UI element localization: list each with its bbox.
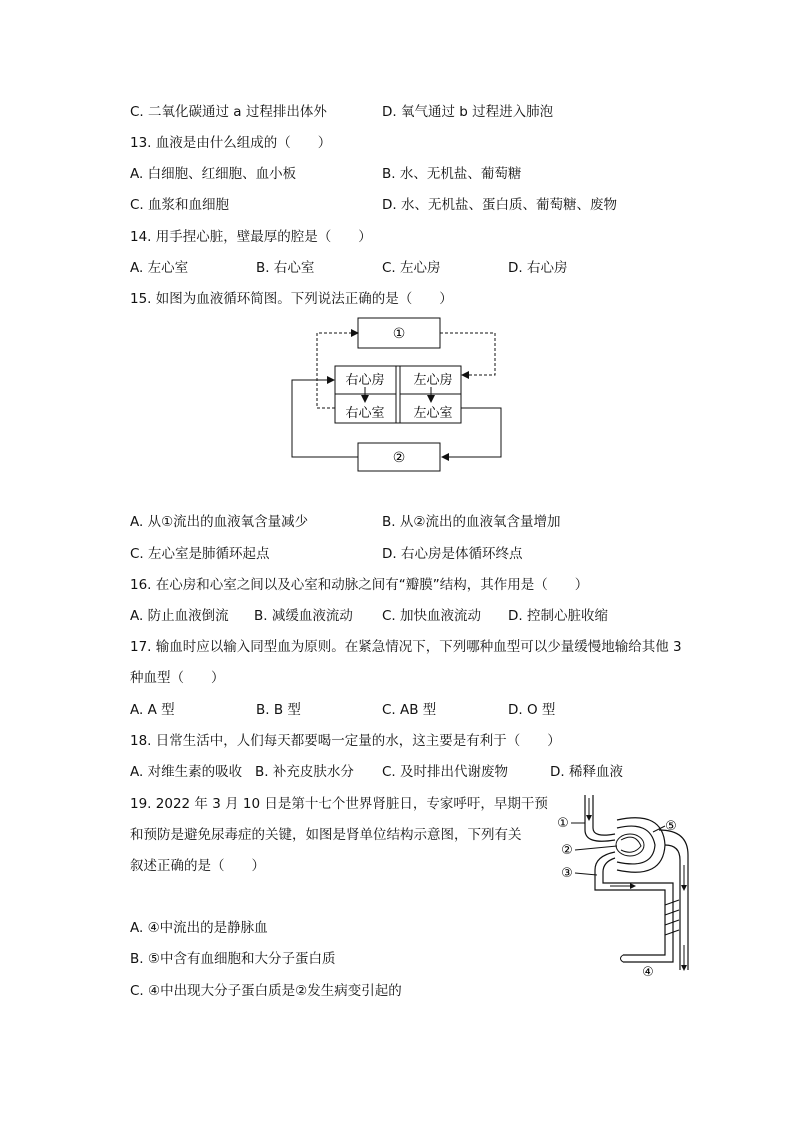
q15-option-a: A. 从①流出的血液氧含量减少 bbox=[130, 514, 309, 530]
q17-option-b: B. B 型 bbox=[256, 702, 301, 718]
right-ventricle-label: 右心室 bbox=[345, 406, 385, 421]
q18-option-d: D. 稀释血液 bbox=[550, 764, 623, 780]
q16-option-d: D. 控制心脏收缩 bbox=[508, 608, 608, 624]
box-2-label: ② bbox=[392, 450, 406, 466]
nephron-label-1: ① bbox=[557, 816, 569, 831]
q19-stem-line-2: 和预防是避免尿毒症的关键，如图是肾单位结构示意图，下列有关 bbox=[130, 827, 522, 843]
q13-option-a: A. 白细胞、红细胞、血小板 bbox=[130, 166, 297, 182]
right-atrium-label: 右心房 bbox=[345, 373, 385, 388]
q13-option-b: B. 水、无机盐、葡萄糖 bbox=[382, 166, 522, 182]
q15-option-d: D. 右心房是体循环终点 bbox=[382, 546, 523, 562]
q13-stem: 13. 血液是由什么组成的（ ） bbox=[130, 135, 332, 151]
nephron-label-3: ③ bbox=[561, 866, 573, 881]
blood-circulation-diagram bbox=[285, 315, 510, 475]
q19-option-c: C. ④中出现大分子蛋白质是②发生病变引起的 bbox=[130, 983, 402, 999]
q16-option-b: B. 减缓血液流动 bbox=[254, 608, 353, 624]
left-ventricle-label: 左心室 bbox=[413, 406, 453, 421]
q14-option-c: C. 左心房 bbox=[382, 260, 441, 276]
q14-stem: 14. 用手捏心脏，壁最厚的腔是（ ） bbox=[130, 229, 372, 245]
q16-option-a: A. 防止血液倒流 bbox=[130, 608, 229, 624]
q19-option-b: B. ⑤中含有血细胞和大分子蛋白质 bbox=[130, 951, 336, 967]
q13-option-d: D. 水、无机盐、蛋白质、葡萄糖、废物 bbox=[382, 197, 617, 213]
q17-option-d: D. O 型 bbox=[508, 702, 556, 718]
q15-stem: 15. 如图为血液循环简图。下列说法正确的是（ ） bbox=[130, 291, 453, 307]
q19-stem-line-3: 叙述正确的是（ ） bbox=[130, 858, 265, 874]
q19-stem-line-1: 19. 2022 年 3 月 10 日是第十七个世界肾脏日，专家呼吁，早期干预 bbox=[130, 796, 548, 812]
q17-stem-line-2: 种血型（ ） bbox=[130, 670, 225, 686]
q18-option-b: B. 补充皮肤水分 bbox=[255, 764, 354, 780]
q18-stem: 18. 日常生活中，人们每天都要喝一定量的水，这主要是有利于（ ） bbox=[130, 733, 561, 749]
nephron-label-5: ⑤ bbox=[665, 819, 677, 834]
q17-option-a: A. A 型 bbox=[130, 702, 175, 718]
nephron-label-4: ④ bbox=[642, 965, 654, 980]
q14-option-a: A. 左心室 bbox=[130, 260, 189, 276]
q17-stem-line-1: 17. 输血时应以输入同型血为原则。在紧急情况下，下列哪种血型可以少量缓慢地输给其他 3 bbox=[130, 639, 682, 655]
q18-option-a: A. 对维生素的吸收 bbox=[130, 764, 243, 780]
q14-option-b: B. 右心室 bbox=[256, 260, 315, 276]
q15-option-b: B. 从②流出的血液氧含量增加 bbox=[382, 514, 561, 530]
box-1-label: ① bbox=[392, 326, 406, 342]
q12-option-d: D. 氧气通过 b 过程进入肺泡 bbox=[382, 104, 554, 120]
nephron-diagram bbox=[555, 790, 705, 980]
nephron-label-2: ② bbox=[561, 843, 573, 858]
q14-option-d: D. 右心房 bbox=[508, 260, 568, 276]
q18-option-c: C. 及时排出代谢废物 bbox=[382, 764, 509, 780]
q15-option-c: C. 左心室是肺循环起点 bbox=[130, 546, 270, 562]
q13-option-c: C. 血浆和血细胞 bbox=[130, 197, 230, 213]
q16-stem: 16. 在心房和心室之间以及心室和动脉之间有“瓣膜”结构，其作用是（ ） bbox=[130, 577, 589, 593]
q16-option-c: C. 加快血液流动 bbox=[382, 608, 482, 624]
q19-option-a: A. ④中流出的是静脉血 bbox=[130, 920, 268, 936]
left-atrium-label: 左心房 bbox=[413, 373, 453, 388]
q17-option-c: C. AB 型 bbox=[382, 702, 437, 718]
q12-option-c: C. 二氧化碳通过 a 过程排出体外 bbox=[130, 104, 327, 120]
